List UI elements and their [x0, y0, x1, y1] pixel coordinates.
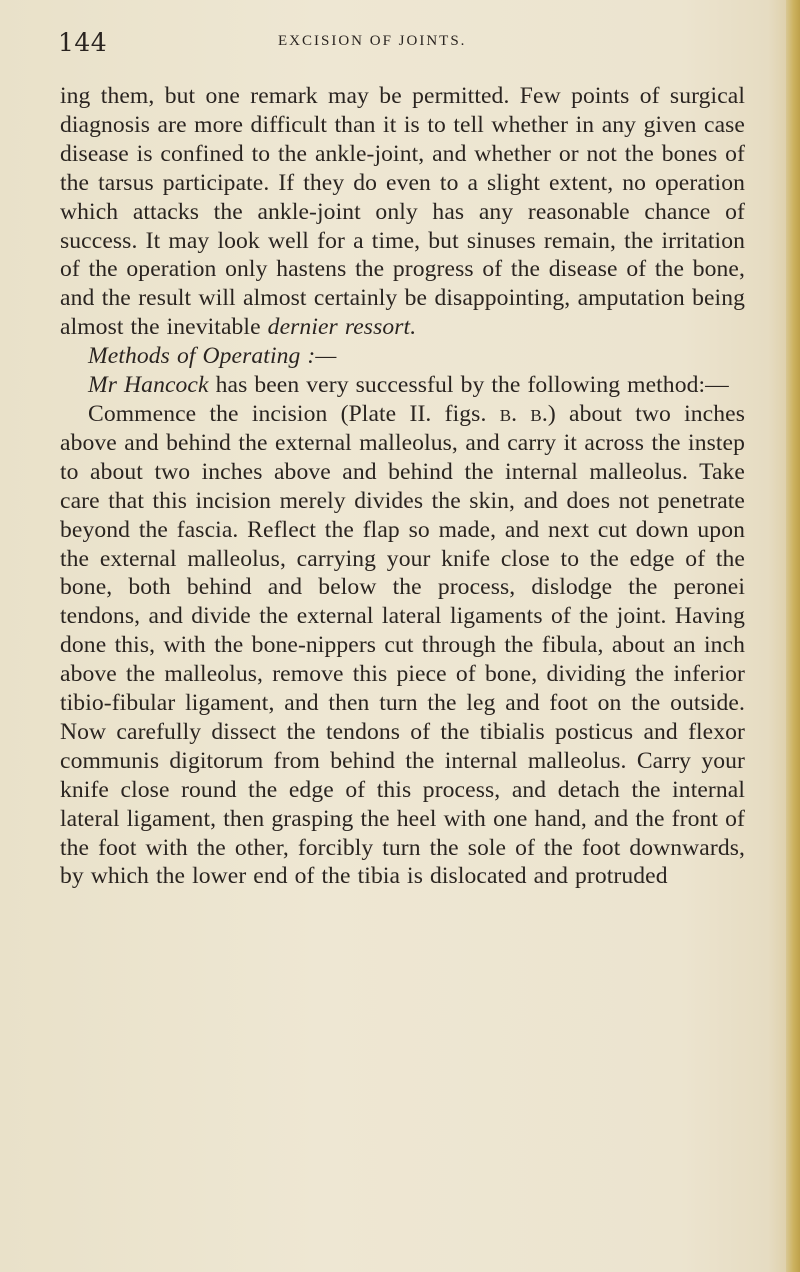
methods-heading: Methods of Operating :— [88, 343, 337, 370]
hancock-name: Mr Hancock [88, 372, 209, 399]
page-edge [786, 0, 800, 1272]
paragraph-methods [60, 342, 745, 371]
page-number: 144 [58, 28, 108, 57]
paragraph-diagnosis [60, 82, 745, 342]
page-header [58, 28, 748, 64]
figure-reference: b. b. [499, 400, 548, 427]
paragraph-incision [60, 400, 745, 891]
paragraph-hancock [60, 371, 745, 400]
running-head: EXCISION OF JOINTS. [278, 33, 467, 49]
body-text [60, 82, 745, 891]
incision-text-rest: ) about two inches above and behind the external malleolus, and carry it across the instep to about two inches above and behind the internal malleolus. Take care that this incision merely divides the skin, and does not penetrate beyond the fascia. Reflect the flap so made, and next cut down upon the external malleolus, carrying your knife close to the edge of the bone, both behind and below the process, dislodge the peronei tendons, and divide the external lateral ligaments of the joint. Having done this, with the bone-nippers cut through the fibula, about an inch above the malleolus, remove this piece of bone, dividing the inferior tibio-fibular ligament, and then turn the leg and foot on the outside. Now carefully dissect the tendons of the tibialis posticus and flexor communis digitorum from behind the internal malleolus. Carry your knife close round the edge of this process, and detach the internal lateral ligament, then grasping the heel with one hand, and the front of the foot with the other, forcibly turn the sole of the foot downwards, by which the lower end of the tibia is dislocated and protruded [60, 400, 746, 890]
dernier-ressort: dernier ressort. [267, 314, 417, 341]
hancock-text: has been very successful by the following method:— [215, 372, 729, 399]
paragraph-diagnosis-text: ing them, but one remark may be permitted. Few points of surgical diagnosis are more difficult than it is to tell whether in any given case disease is confined to the ankle-joint, and whether or not the bones of the tarsus participate. If they do even to a slight extent, no operation which attacks the ankle-joint only has any reasonable chance of success. It may look well for a time, but sinuses remain, the irritation of the operation only hastens the progress of the disease of the bone, and the result will almost certainly be disappointing, amputation being almost the inevitable [60, 83, 745, 341]
incision-text-start: Commence the incision (Plate II. figs. [88, 400, 487, 427]
